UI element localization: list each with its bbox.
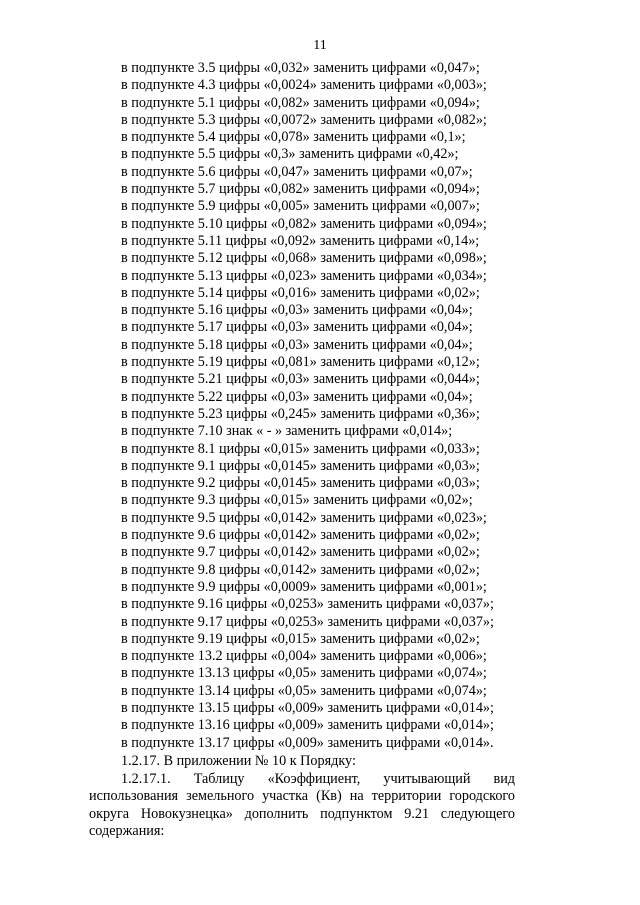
amendment-item: в подпункте 5.16 цифры «0,03» заменить цифрами «0,04»; [121, 302, 473, 319]
amendment-item: в подпункте 5.19 цифры «0,081» заменить цифрами «0,12»; [121, 354, 480, 371]
amendment-item: в подпункте 9.6 цифры «0,0142» заменить цифрами «0,02»; [121, 527, 480, 544]
amendment-item: в подпункте 13.16 цифры «0,009» заменить цифрами «0,014»; [121, 717, 494, 734]
amendment-item: в подпункте 5.14 цифры «0,016» заменить цифрами «0,02»; [121, 284, 480, 301]
amendment-item: в подпункте 9.1 цифры «0,0145» заменить цифрами «0,03»; [121, 457, 480, 474]
amendment-item: в подпункте 5.6 цифры «0,047» заменить цифрами «0,07»; [121, 163, 473, 180]
amendment-item: в подпункте 13.17 цифры «0,009» заменить цифрами «0,014». [121, 734, 494, 751]
amendment-item: в подпункте 5.22 цифры «0,03» заменить цифрами «0,04»; [121, 388, 473, 405]
amendment-item: в подпункте 9.3 цифры «0,015» заменить цифрами «0,02»; [121, 492, 473, 509]
section-heading: 1.2.17. В приложении № 10 к Порядку: [121, 753, 356, 769]
amendment-item: в подпункте 5.23 цифры «0,245» заменить цифрами «0,36»; [121, 405, 480, 422]
amendment-item: в подпункте 5.18 цифры «0,03» заменить цифрами «0,04»; [121, 336, 473, 353]
amendment-item: в подпункте 5.21 цифры «0,03» заменить цифрами «0,044»; [121, 371, 480, 388]
amendment-item: в подпункте 5.4 цифры «0,078» заменить цифрами «0,1»; [121, 129, 466, 146]
amendment-item: в подпункте 9.2 цифры «0,0145» заменить цифрами «0,03»; [121, 475, 480, 492]
amendment-item: в подпункте 9.19 цифры «0,015» заменить цифрами «0,02»; [121, 630, 480, 647]
amendment-item: в подпункте 5.9 цифры «0,005» заменить цифрами «0,007»; [121, 198, 480, 215]
amendment-item: в подпункте 9.9 цифры «0,0009» заменить цифрами «0,001»; [121, 578, 487, 595]
amendment-item: в подпункте 8.1 цифры «0,015» заменить цифрами «0,033»; [121, 440, 480, 457]
amendment-item: в подпункте 13.13 цифры «0,05» заменить цифрами «0,074»; [121, 665, 487, 682]
amendment-item: в подпункте 5.1 цифры «0,082» заменить цифрами «0,094»; [121, 94, 480, 111]
amendment-item: в подпункте 5.11 цифры «0,092» заменить цифрами «0,14»; [121, 232, 480, 249]
amendment-item: в подпункте 5.10 цифры «0,082» заменить цифрами «0,094»; [121, 215, 487, 232]
amendment-item: в подпункте 13.15 цифры «0,009» заменить цифрами «0,014»; [121, 699, 494, 716]
amendment-item: в подпункте 5.12 цифры «0,068» заменить цифрами «0,098»; [121, 250, 487, 267]
amendment-item: в подпункте 9.8 цифры «0,0142» заменить цифрами «0,02»; [121, 561, 480, 578]
amendment-item: в подпункте 13.2 цифры «0,004» заменить цифрами «0,006»; [121, 648, 487, 665]
amendment-item: в подпункте 7.10 знак « - » заменить цифрами «0,014»; [121, 423, 453, 440]
amendment-item: в подпункте 13.14 цифры «0,05» заменить цифрами «0,074»; [121, 682, 487, 699]
amendment-item: в подпункте 5.3 цифры «0,0072» заменить цифрами «0,082»; [121, 111, 487, 128]
amendment-item: в подпункте 9.7 цифры «0,0142» заменить цифрами «0,02»; [121, 544, 480, 561]
amendment-item: в подпункте 5.7 цифры «0,082» заменить цифрами «0,094»; [121, 181, 480, 198]
amendment-item: в подпункте 5.5 цифры «0,3» заменить цифрами «0,42»; [121, 146, 459, 163]
amendment-item: в подпункте 9.16 цифры «0,0253» заменить цифрами «0,037»; [121, 596, 494, 613]
amendment-item: в подпункте 9.17 цифры «0,0253» заменить цифрами «0,037»; [121, 613, 494, 630]
page-number: 11 [313, 38, 327, 53]
amendment-item: в подпункте 9.5 цифры «0,0142» заменить цифрами «0,023»; [121, 509, 487, 526]
amendment-item: в подпункте 5.13 цифры «0,023» заменить цифрами «0,034»; [121, 267, 487, 284]
amendment-item: в подпункте 3.5 цифры «0,032» заменить цифрами «0,047»; [121, 60, 480, 76]
amendment-item: в подпункте 5.17 цифры «0,03» заменить цифрами «0,04»; [121, 319, 473, 336]
section-body-paragraph: 1.2.17.1. Таблицу «Коэффициент, учитывающий вид использования земельного участка (Кв) на территории городского округа Новокузнецка» дополнить подпунктом 9.21 следующего содержания: [89, 771, 515, 839]
amendment-item: в подпункте 4.3 цифры «0,0024» заменить цифрами «0,003»; [121, 77, 487, 94]
amendment-list [121, 60, 494, 752]
